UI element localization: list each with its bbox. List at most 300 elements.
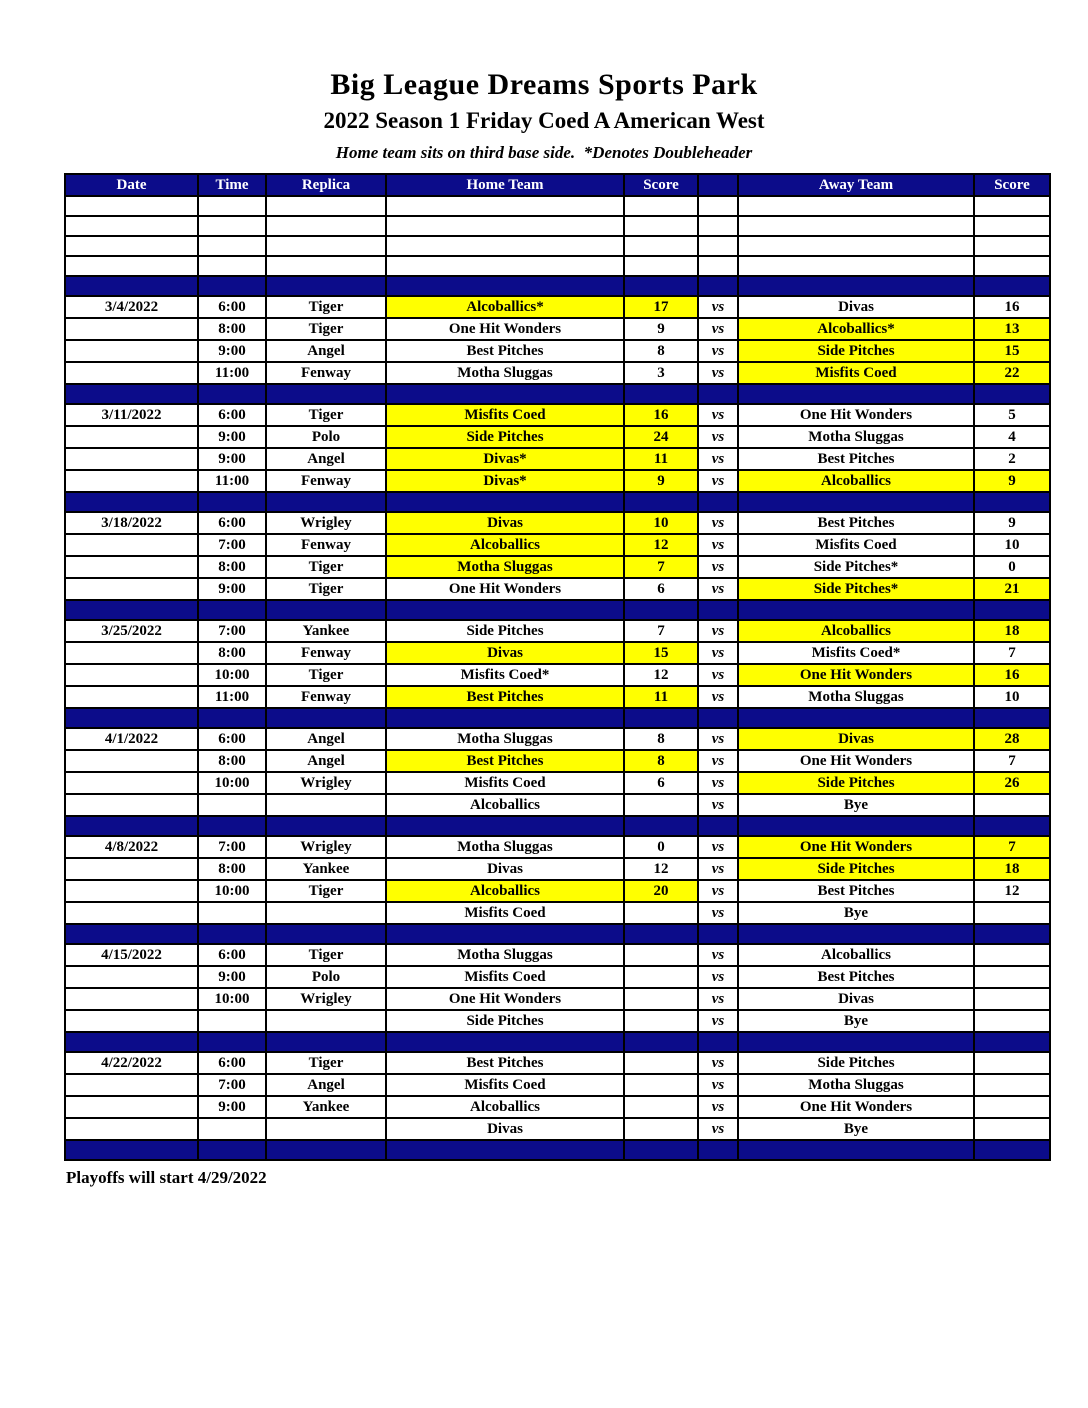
game-row xyxy=(65,880,1050,902)
time-cell: 7:00 xyxy=(198,620,266,642)
date-cell xyxy=(65,794,198,816)
replica-cell: Polo xyxy=(266,426,386,448)
date-cell xyxy=(65,1118,198,1140)
away-score-cell: 22 xyxy=(974,362,1050,384)
game-row xyxy=(65,318,1050,340)
home-team-cell: Best Pitches xyxy=(386,686,624,708)
legend-note: Home team sits on third base side. *Denotes Doubleheader xyxy=(335,143,753,162)
time-cell xyxy=(198,816,266,836)
vs-cell xyxy=(698,1140,738,1160)
home-team-cell xyxy=(386,600,624,620)
away-team-cell: Misfits Coed xyxy=(738,534,974,556)
vs-cell xyxy=(698,384,738,404)
away-score-cell xyxy=(974,1074,1050,1096)
away-score-cell xyxy=(974,276,1050,296)
away-team-cell xyxy=(738,924,974,944)
home-score-cell xyxy=(624,600,698,620)
game-row xyxy=(65,556,1050,578)
away-team-cell: Alcoballics xyxy=(738,944,974,966)
time-cell: 9:00 xyxy=(198,448,266,470)
vs-cell: vs xyxy=(698,362,738,384)
vs-cell: vs xyxy=(698,686,738,708)
replica-cell: Tiger xyxy=(266,880,386,902)
vs-cell: vs xyxy=(698,318,738,340)
time-cell xyxy=(198,924,266,944)
game-row xyxy=(65,470,1050,492)
game-row xyxy=(65,620,1050,642)
away-team-cell: Motha Sluggas xyxy=(738,426,974,448)
vs-cell xyxy=(698,276,738,296)
away-score-cell xyxy=(974,924,1050,944)
date-cell xyxy=(65,1010,198,1032)
replica-cell: Tiger xyxy=(266,578,386,600)
home-team-cell xyxy=(386,384,624,404)
replica-cell xyxy=(266,256,386,276)
separator-row xyxy=(65,492,1050,512)
time-cell: 11:00 xyxy=(198,362,266,384)
away-score-cell: 10 xyxy=(974,534,1050,556)
header-time: Time xyxy=(198,174,266,196)
home-team-cell xyxy=(386,276,624,296)
vs-cell: vs xyxy=(698,1074,738,1096)
date-cell xyxy=(65,340,198,362)
vs-cell: vs xyxy=(698,296,738,318)
date-cell xyxy=(65,642,198,664)
home-score-cell xyxy=(624,1052,698,1074)
game-row xyxy=(65,1010,1050,1032)
game-row xyxy=(65,750,1050,772)
game-row xyxy=(65,1052,1050,1074)
vs-cell: vs xyxy=(698,750,738,772)
away-score-cell: 7 xyxy=(974,750,1050,772)
away-score-cell: 18 xyxy=(974,620,1050,642)
date-cell xyxy=(65,362,198,384)
home-score-cell xyxy=(624,384,698,404)
date-cell xyxy=(65,708,198,728)
home-score-cell: 15 xyxy=(624,642,698,664)
away-team-cell: Motha Sluggas xyxy=(738,1074,974,1096)
away-team-cell: Side Pitches xyxy=(738,340,974,362)
away-team-cell: Misfits Coed xyxy=(738,362,974,384)
away-score-cell: 7 xyxy=(974,836,1050,858)
table-header-row xyxy=(65,174,1050,196)
page-subtitle: 2022 Season 1 Friday Coed A American West xyxy=(323,108,765,133)
home-score-cell: 7 xyxy=(624,556,698,578)
away-team-cell xyxy=(738,216,974,236)
time-cell xyxy=(198,256,266,276)
home-team-cell xyxy=(386,924,624,944)
away-score-cell: 16 xyxy=(974,296,1050,318)
date-cell xyxy=(65,1096,198,1118)
game-row xyxy=(65,772,1050,794)
away-score-cell xyxy=(974,236,1050,256)
date-cell xyxy=(65,556,198,578)
time-cell: 10:00 xyxy=(198,772,266,794)
away-score-cell: 13 xyxy=(974,318,1050,340)
vs-cell xyxy=(698,924,738,944)
home-score-cell xyxy=(624,1032,698,1052)
home-team-cell xyxy=(386,492,624,512)
date-cell xyxy=(65,664,198,686)
game-row xyxy=(65,664,1050,686)
home-team-cell xyxy=(386,256,624,276)
vs-cell xyxy=(698,196,738,216)
away-score-cell xyxy=(974,256,1050,276)
time-cell: 9:00 xyxy=(198,578,266,600)
time-cell: 9:00 xyxy=(198,966,266,988)
replica-cell: Tiger xyxy=(266,296,386,318)
replica-cell xyxy=(266,708,386,728)
time-cell: 8:00 xyxy=(198,556,266,578)
replica-cell: Tiger xyxy=(266,318,386,340)
home-team-cell: Best Pitches xyxy=(386,750,624,772)
replica-cell: Fenway xyxy=(266,470,386,492)
vs-cell: vs xyxy=(698,664,738,686)
home-team-cell: Misfits Coed* xyxy=(386,664,624,686)
schedule-table xyxy=(64,173,1051,1161)
time-cell: 8:00 xyxy=(198,858,266,880)
time-cell: 8:00 xyxy=(198,318,266,340)
home-score-cell xyxy=(624,1010,698,1032)
separator-row xyxy=(65,384,1050,404)
time-cell: 6:00 xyxy=(198,512,266,534)
vs-cell xyxy=(698,1032,738,1052)
home-score-cell: 3 xyxy=(624,362,698,384)
away-team-cell: Divas xyxy=(738,988,974,1010)
time-cell xyxy=(198,216,266,236)
time-cell: 6:00 xyxy=(198,728,266,750)
home-team-cell: Divas* xyxy=(386,470,624,492)
date-cell xyxy=(65,492,198,512)
date-cell xyxy=(65,534,198,556)
date-cell xyxy=(65,448,198,470)
away-score-cell xyxy=(974,1052,1050,1074)
home-score-cell xyxy=(624,924,698,944)
vs-cell: vs xyxy=(698,772,738,794)
away-score-cell xyxy=(974,600,1050,620)
home-score-cell: 6 xyxy=(624,578,698,600)
header-away-team: Away Team xyxy=(738,174,974,196)
vs-cell: vs xyxy=(698,836,738,858)
away-team-cell: Bye xyxy=(738,1010,974,1032)
game-row xyxy=(65,340,1050,362)
vs-cell xyxy=(698,600,738,620)
date-cell xyxy=(65,236,198,256)
replica-cell xyxy=(266,600,386,620)
time-cell xyxy=(198,794,266,816)
replica-cell xyxy=(266,492,386,512)
game-row xyxy=(65,1118,1050,1140)
game-row xyxy=(65,836,1050,858)
vs-cell: vs xyxy=(698,470,738,492)
away-team-cell xyxy=(738,600,974,620)
home-team-cell: Motha Sluggas xyxy=(386,836,624,858)
replica-cell: Fenway xyxy=(266,534,386,556)
game-row xyxy=(65,966,1050,988)
replica-cell xyxy=(266,236,386,256)
date-cell xyxy=(65,470,198,492)
away-team-cell: Alcoballics xyxy=(738,470,974,492)
away-team-cell: Alcoballics xyxy=(738,620,974,642)
replica-cell xyxy=(266,276,386,296)
replica-cell: Fenway xyxy=(266,642,386,664)
game-row xyxy=(65,642,1050,664)
home-team-cell: Divas* xyxy=(386,448,624,470)
replica-cell xyxy=(266,216,386,236)
separator-row xyxy=(65,708,1050,728)
date-cell: 3/11/2022 xyxy=(65,404,198,426)
home-score-cell xyxy=(624,966,698,988)
header-home-team: Home Team xyxy=(386,174,624,196)
date-cell xyxy=(65,1032,198,1052)
away-team-cell xyxy=(738,708,974,728)
time-cell: 7:00 xyxy=(198,836,266,858)
replica-cell: Yankee xyxy=(266,858,386,880)
date-cell xyxy=(65,966,198,988)
replica-cell: Angel xyxy=(266,340,386,362)
home-team-cell: Alcoballics xyxy=(386,880,624,902)
date-cell: 3/25/2022 xyxy=(65,620,198,642)
vs-cell: vs xyxy=(698,728,738,750)
replica-cell: Polo xyxy=(266,966,386,988)
time-cell: 9:00 xyxy=(198,340,266,362)
home-score-cell: 10 xyxy=(624,512,698,534)
away-score-cell: 10 xyxy=(974,686,1050,708)
empty-row xyxy=(65,216,1050,236)
home-score-cell: 11 xyxy=(624,448,698,470)
away-team-cell: One Hit Wonders xyxy=(738,836,974,858)
date-cell xyxy=(65,750,198,772)
away-score-cell xyxy=(974,944,1050,966)
vs-cell: vs xyxy=(698,578,738,600)
game-row xyxy=(65,686,1050,708)
home-team-cell: Side Pitches xyxy=(386,620,624,642)
date-cell xyxy=(65,384,198,404)
home-team-cell: Divas xyxy=(386,512,624,534)
home-score-cell xyxy=(624,216,698,236)
away-score-cell xyxy=(974,1010,1050,1032)
vs-cell: vs xyxy=(698,340,738,362)
away-team-cell xyxy=(738,492,974,512)
game-row xyxy=(65,728,1050,750)
replica-cell xyxy=(266,816,386,836)
separator-row xyxy=(65,1032,1050,1052)
separator-row xyxy=(65,600,1050,620)
away-score-cell: 16 xyxy=(974,664,1050,686)
empty-row xyxy=(65,256,1050,276)
home-team-cell: Motha Sluggas xyxy=(386,944,624,966)
home-score-cell xyxy=(624,794,698,816)
vs-cell: vs xyxy=(698,794,738,816)
time-cell xyxy=(198,276,266,296)
away-team-cell xyxy=(738,236,974,256)
away-team-cell: Divas xyxy=(738,296,974,318)
time-cell: 8:00 xyxy=(198,750,266,772)
date-cell: 3/18/2022 xyxy=(65,512,198,534)
home-score-cell: 9 xyxy=(624,470,698,492)
date-cell: 4/1/2022 xyxy=(65,728,198,750)
time-cell: 10:00 xyxy=(198,988,266,1010)
time-cell: 6:00 xyxy=(198,404,266,426)
away-team-cell: Bye xyxy=(738,794,974,816)
home-score-cell: 12 xyxy=(624,534,698,556)
date-cell xyxy=(65,902,198,924)
home-team-cell: Best Pitches xyxy=(386,1052,624,1074)
home-score-cell: 8 xyxy=(624,728,698,750)
away-team-cell: Best Pitches xyxy=(738,966,974,988)
game-row xyxy=(65,944,1050,966)
replica-cell: Tiger xyxy=(266,664,386,686)
vs-cell xyxy=(698,256,738,276)
time-cell xyxy=(198,196,266,216)
home-score-cell: 17 xyxy=(624,296,698,318)
time-cell xyxy=(198,1140,266,1160)
away-score-cell: 28 xyxy=(974,728,1050,750)
vs-cell: vs xyxy=(698,512,738,534)
replica-cell: Angel xyxy=(266,728,386,750)
home-score-cell xyxy=(624,196,698,216)
away-team-cell xyxy=(738,196,974,216)
replica-cell xyxy=(266,384,386,404)
away-score-cell: 26 xyxy=(974,772,1050,794)
away-score-cell: 4 xyxy=(974,426,1050,448)
away-score-cell xyxy=(974,384,1050,404)
replica-cell: Yankee xyxy=(266,1096,386,1118)
date-cell xyxy=(65,276,198,296)
date-cell xyxy=(65,1140,198,1160)
separator-row xyxy=(65,924,1050,944)
away-team-cell: One Hit Wonders xyxy=(738,404,974,426)
away-team-cell: Alcoballics* xyxy=(738,318,974,340)
away-score-cell: 9 xyxy=(974,470,1050,492)
vs-cell: vs xyxy=(698,858,738,880)
replica-cell: Wrigley xyxy=(266,772,386,794)
game-row xyxy=(65,858,1050,880)
header-vs xyxy=(698,174,738,196)
away-team-cell xyxy=(738,256,974,276)
home-score-cell xyxy=(624,492,698,512)
away-team-cell xyxy=(738,816,974,836)
away-score-cell: 15 xyxy=(974,340,1050,362)
vs-cell: vs xyxy=(698,944,738,966)
replica-cell xyxy=(266,1118,386,1140)
away-team-cell: Side Pitches* xyxy=(738,556,974,578)
replica-cell: Wrigley xyxy=(266,836,386,858)
game-row xyxy=(65,512,1050,534)
time-cell: 9:00 xyxy=(198,1096,266,1118)
home-score-cell: 12 xyxy=(624,664,698,686)
home-team-cell: Misfits Coed xyxy=(386,966,624,988)
game-row xyxy=(65,534,1050,556)
vs-cell: vs xyxy=(698,1118,738,1140)
home-team-cell: Misfits Coed xyxy=(386,902,624,924)
home-team-cell: Alcoballics xyxy=(386,534,624,556)
home-score-cell: 6 xyxy=(624,772,698,794)
date-cell xyxy=(65,1074,198,1096)
away-score-cell xyxy=(974,1140,1050,1160)
date-cell xyxy=(65,988,198,1010)
away-team-cell: Side Pitches xyxy=(738,772,974,794)
time-cell xyxy=(198,384,266,404)
date-cell xyxy=(65,578,198,600)
home-team-cell: Motha Sluggas xyxy=(386,556,624,578)
replica-cell: Tiger xyxy=(266,944,386,966)
away-score-cell xyxy=(974,492,1050,512)
date-cell xyxy=(65,216,198,236)
away-team-cell: Best Pitches xyxy=(738,512,974,534)
away-team-cell: Best Pitches xyxy=(738,880,974,902)
replica-cell xyxy=(266,902,386,924)
home-team-cell: Best Pitches xyxy=(386,340,624,362)
time-cell: 11:00 xyxy=(198,686,266,708)
time-cell: 6:00 xyxy=(198,944,266,966)
replica-cell: Wrigley xyxy=(266,512,386,534)
away-team-cell: Motha Sluggas xyxy=(738,686,974,708)
home-score-cell: 7 xyxy=(624,620,698,642)
away-team-cell: One Hit Wonders xyxy=(738,1096,974,1118)
vs-cell: vs xyxy=(698,620,738,642)
date-cell: 4/22/2022 xyxy=(65,1052,198,1074)
replica-cell: Fenway xyxy=(266,362,386,384)
away-team-cell: One Hit Wonders xyxy=(738,664,974,686)
date-cell xyxy=(65,256,198,276)
header-away-score: Score xyxy=(974,174,1050,196)
away-score-cell: 21 xyxy=(974,578,1050,600)
replica-cell: Angel xyxy=(266,750,386,772)
game-row xyxy=(65,362,1050,384)
time-cell xyxy=(198,708,266,728)
empty-row xyxy=(65,196,1050,216)
date-cell xyxy=(65,858,198,880)
home-team-cell xyxy=(386,1140,624,1160)
time-cell xyxy=(198,1118,266,1140)
date-cell: 4/15/2022 xyxy=(65,944,198,966)
home-team-cell xyxy=(386,216,624,236)
away-team-cell: Divas xyxy=(738,728,974,750)
away-score-cell xyxy=(974,816,1050,836)
away-score-cell: 18 xyxy=(974,858,1050,880)
vs-cell xyxy=(698,492,738,512)
replica-cell: Tiger xyxy=(266,1052,386,1074)
away-score-cell: 7 xyxy=(974,642,1050,664)
game-row xyxy=(65,1074,1050,1096)
home-team-cell: One Hit Wonders xyxy=(386,988,624,1010)
time-cell xyxy=(198,1010,266,1032)
vs-cell: vs xyxy=(698,448,738,470)
away-team-cell: Best Pitches xyxy=(738,448,974,470)
vs-cell: vs xyxy=(698,1010,738,1032)
vs-cell xyxy=(698,236,738,256)
away-team-cell xyxy=(738,276,974,296)
time-cell: 7:00 xyxy=(198,1074,266,1096)
time-cell: 6:00 xyxy=(198,296,266,318)
away-score-cell xyxy=(974,1032,1050,1052)
vs-cell: vs xyxy=(698,556,738,578)
away-team-cell: Bye xyxy=(738,1118,974,1140)
separator-row xyxy=(65,276,1050,296)
away-score-cell xyxy=(974,966,1050,988)
game-row xyxy=(65,902,1050,924)
away-team-cell: Misfits Coed* xyxy=(738,642,974,664)
time-cell: 8:00 xyxy=(198,642,266,664)
replica-cell xyxy=(266,794,386,816)
header-replica: Replica xyxy=(266,174,386,196)
page-title: Big League Dreams Sports Park xyxy=(330,68,758,101)
vs-cell: vs xyxy=(698,902,738,924)
away-score-cell xyxy=(974,902,1050,924)
vs-cell: vs xyxy=(698,1096,738,1118)
time-cell: 6:00 xyxy=(198,1052,266,1074)
